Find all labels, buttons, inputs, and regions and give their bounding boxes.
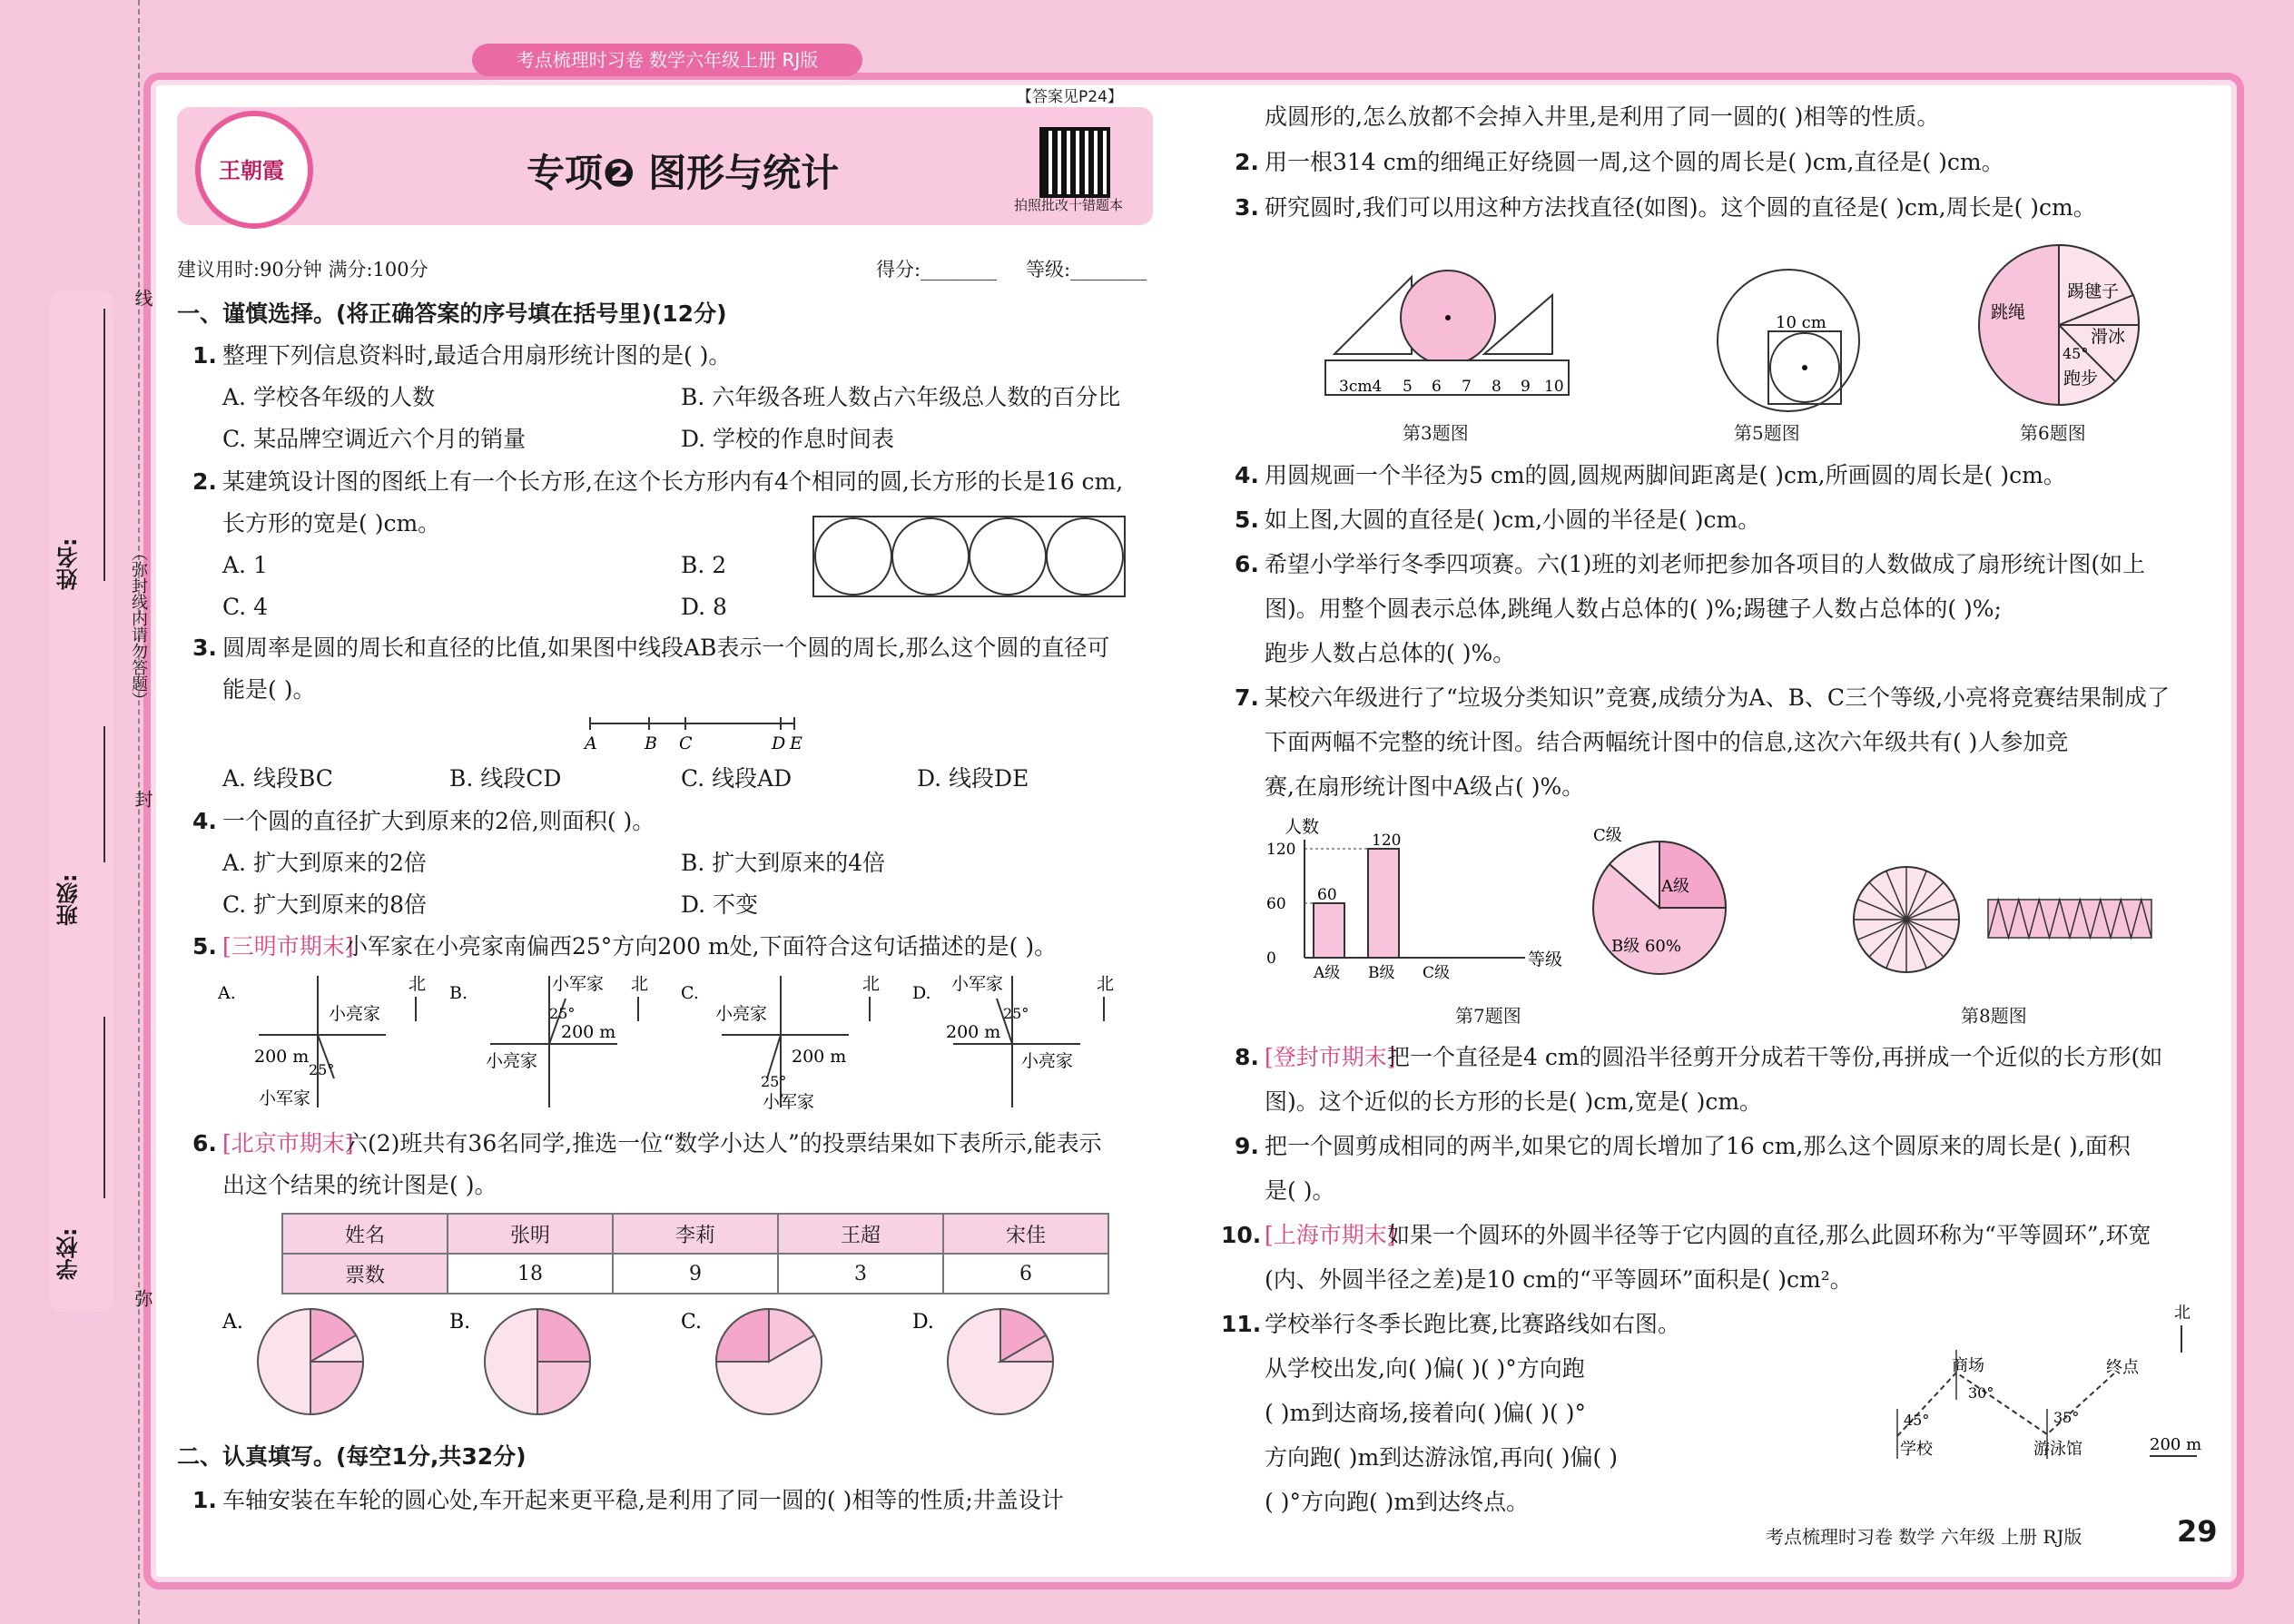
fig6-label: 45° bbox=[2063, 345, 2089, 362]
s2q7-text: 某校六年级进行了“垃圾分类知识”竞赛,成绩分为A、B、C三个等级,小亮将竞赛结果制成了 bbox=[1265, 684, 2171, 711]
map-angle-45: 45° bbox=[1904, 1412, 1930, 1429]
series-badge: 考点梳理时习卷 数学六年级上册 RJ版 bbox=[472, 44, 862, 76]
bar-y-tick: 0 bbox=[1266, 950, 1276, 968]
s2q9-text-2: 是( )。 bbox=[1265, 1177, 1335, 1204]
q5-fig-d-label: D. bbox=[912, 983, 931, 1003]
s2q5-text: 如上图,大圆的直径是( )cm,小圆的半径是( )cm。 bbox=[1265, 507, 1761, 533]
q6-opt-d[interactable]: D. bbox=[912, 1311, 934, 1334]
q2-number: 2. bbox=[192, 468, 217, 495]
q6-opt-b[interactable]: B. bbox=[449, 1311, 471, 1334]
bar-category-label: A级 bbox=[1314, 964, 1341, 982]
vote-table bbox=[281, 1213, 1109, 1294]
ruler-label: 6 bbox=[1432, 378, 1442, 396]
table-cell: 9 bbox=[613, 1254, 778, 1294]
bar-y-tick: 60 bbox=[1266, 895, 1286, 913]
q5-b-liang: 小亮家 bbox=[486, 1051, 538, 1071]
fig3-caption: 第3题图 bbox=[1403, 422, 1469, 444]
bar-data-label: 60 bbox=[1317, 886, 1337, 904]
q4-option-c[interactable]: C. 扩大到原来的8倍 bbox=[222, 891, 428, 918]
q6-text-2: 出这个结果的统计图是( )。 bbox=[222, 1172, 497, 1198]
class-label: 班级: bbox=[56, 873, 82, 926]
time-info: 建议用时:90分钟 满分:100分 bbox=[177, 259, 428, 281]
class-line bbox=[103, 726, 105, 862]
q2-option-a[interactable]: A. 1 bbox=[222, 552, 268, 578]
s2q6-text: 希望小学举行冬季四项赛。六(1)班的刘老师把参加各项目的人数做成了扇形统计图(如上 bbox=[1265, 551, 2146, 577]
q1-option-c[interactable]: C. 某品牌空调近六个月的销量 bbox=[222, 426, 527, 452]
q6-opt-c[interactable]: C. bbox=[681, 1311, 703, 1334]
pie-label-b: B级 60% bbox=[1611, 937, 1681, 956]
q11-route-map bbox=[1884, 1300, 2210, 1472]
q3-number: 3. bbox=[192, 635, 217, 661]
q6-text: 六(2)班共有36名同学,推选一位“数学小达人”的投票结果如下表所示,能表示 bbox=[345, 1130, 1102, 1156]
table-cell: 张明 bbox=[448, 1214, 613, 1254]
point-b: B bbox=[645, 733, 657, 753]
s2q11-line-2: ( )m到达商场,接着向( )偏( )( )° bbox=[1265, 1400, 1586, 1426]
q3-option-d[interactable]: D. 线段DE bbox=[917, 765, 1029, 792]
q5-d-deg: 25° bbox=[1003, 1005, 1029, 1022]
s2q10-number: 10. bbox=[1221, 1222, 1262, 1248]
table-row bbox=[282, 1254, 1108, 1294]
fig6-pie bbox=[1974, 241, 2147, 413]
bar-y-axis-label: 人数 bbox=[1285, 817, 1320, 837]
q5-c-deg: 25° bbox=[761, 1073, 787, 1090]
pie-label-a: A级 bbox=[1661, 877, 1689, 896]
point-a: A bbox=[585, 733, 597, 753]
answer-ref: 【答案见P24】 bbox=[1017, 88, 1123, 106]
qr-code-icon[interactable] bbox=[1039, 127, 1110, 198]
q1-text: 整理下列信息资料时,最适合用扇形统计图的是( )。 bbox=[222, 342, 732, 369]
s2q2-text: 用一根314 cm的细绳正好绕圆一周,这个圆的周长是( )cm,直径是( )cm。 bbox=[1265, 149, 2004, 175]
ruler-label: 3cm4 bbox=[1339, 378, 1383, 396]
ruler-label: 9 bbox=[1521, 378, 1531, 396]
q5-b-jun: 小军家 bbox=[552, 974, 605, 994]
q5-a-north: 北 bbox=[409, 974, 427, 994]
q5-fig-a-label: A. bbox=[218, 983, 236, 1003]
seal-xian: 线 bbox=[132, 289, 153, 307]
s2q8-text: 把一个直径是4 cm的圆沿半径剪开分成若干等份,再拼成一个近似的长方形(如 bbox=[1387, 1044, 2163, 1070]
fig8-circle-to-rectangle bbox=[1852, 858, 2161, 985]
s2q11-line-4: ( )°方向跑( )m到达终点。 bbox=[1265, 1489, 1530, 1515]
s2q9-text: 把一个圆剪成相同的两半,如果它的周长增加了16 cm,那么这个圆原来的周长是( ),面积 bbox=[1265, 1133, 2131, 1159]
ruler-label: 10 bbox=[1544, 378, 1564, 396]
q5-d-liang: 小亮家 bbox=[1021, 1051, 1074, 1071]
q5-b-dist: 200 m bbox=[561, 1022, 616, 1042]
map-north-label: 北 bbox=[2174, 1304, 2191, 1323]
s2q7-number: 7. bbox=[1235, 684, 1259, 711]
school-line bbox=[103, 1017, 105, 1198]
s2q8-text-2: 图)。这个近似的长方形的长是( )cm,宽是( )cm。 bbox=[1265, 1088, 1763, 1115]
q5-d-jun: 小军家 bbox=[951, 974, 1004, 994]
map-angle-35: 35° bbox=[2053, 1409, 2080, 1426]
q5-c-jun: 小军家 bbox=[763, 1092, 815, 1112]
s2q1-text-2: 成圆形的,怎么放都不会掉入井里,是利用了同一圆的( )相等的性质。 bbox=[1265, 103, 1940, 130]
table-cell: 李莉 bbox=[613, 1214, 778, 1254]
ruler-label: 8 bbox=[1492, 378, 1501, 396]
fig6-caption: 第6题图 bbox=[2020, 422, 2086, 444]
q1-option-b[interactable]: B. 六年级各班人数占六年级总人数的百分比 bbox=[681, 384, 1121, 410]
point-c: C bbox=[679, 733, 693, 753]
grade-field[interactable]: 等级:________ bbox=[1026, 259, 1147, 281]
brand-name: 王朝霞 bbox=[219, 157, 284, 183]
s2q8-source-tag: [登封市期末] bbox=[1265, 1044, 1396, 1070]
bar bbox=[1368, 849, 1399, 958]
q5-source-tag: [三明市期末] bbox=[222, 933, 354, 960]
s2q11-line-3: 方向跑( )m到达游泳馆,再向( )偏( ) bbox=[1265, 1444, 1619, 1471]
fig7-pie-chart bbox=[1584, 826, 1738, 980]
q6-pie-options bbox=[218, 1303, 1135, 1421]
table-cell: 18 bbox=[448, 1254, 613, 1294]
ruler-label: 7 bbox=[1462, 378, 1472, 396]
bar-category-label: B级 bbox=[1368, 964, 1395, 982]
s2q6-text-3: 跑步人数占总体的( )%。 bbox=[1265, 640, 1516, 666]
map-mall: 商场 bbox=[1952, 1356, 1984, 1375]
s2q7-text-2: 下面两幅不完整的统计图。结合两幅统计图中的信息,这次六年级共有( )人参加竞 bbox=[1265, 729, 2069, 755]
footer-text: 考点梳理时习卷 数学 六年级 上册 RJ版 bbox=[1766, 1526, 2082, 1548]
page-title: 专项❷ 图形与统计 bbox=[527, 151, 840, 195]
s2q11-number: 11. bbox=[1221, 1311, 1262, 1337]
name-label: 姓名: bbox=[56, 537, 82, 590]
table-cell: 3 bbox=[778, 1254, 943, 1294]
q4-option-a[interactable]: A. 扩大到原来的2倍 bbox=[222, 850, 427, 876]
table-row bbox=[282, 1214, 1108, 1254]
s2q3-text: 研究圆时,我们可以用这种方法找直径(如图)。这个圆的直径是( )cm,周长是( )cm。 bbox=[1265, 194, 2096, 221]
q3-option-b[interactable]: B. 线段CD bbox=[449, 765, 562, 792]
bar-data-label: 120 bbox=[1372, 832, 1402, 850]
point-d: D bbox=[772, 733, 786, 753]
q4-option-d[interactable]: D. 不变 bbox=[681, 891, 759, 918]
s2q5-number: 5. bbox=[1235, 507, 1259, 533]
fig3-ruler-circle bbox=[1321, 259, 1575, 413]
s2q9-number: 9. bbox=[1235, 1133, 1259, 1159]
table-cell: 王超 bbox=[778, 1214, 943, 1254]
seal-note: （弥封线内请勿答题） bbox=[129, 545, 148, 708]
q5-c-liang: 小亮家 bbox=[715, 1004, 768, 1024]
school-label: 学校: bbox=[56, 1227, 82, 1280]
fig5-label: 10 cm bbox=[1776, 313, 1826, 332]
section1-title: 一、谨慎选择。(将正确答案的序号填在括号里)(12分) bbox=[177, 300, 727, 327]
s2q2-number: 2. bbox=[1235, 149, 1259, 175]
q4-text: 一个圆的直径扩大到原来的2倍,则面积( )。 bbox=[222, 808, 655, 834]
score-field[interactable]: 得分:________ bbox=[876, 259, 998, 281]
q5-fig-b-label: B. bbox=[449, 983, 468, 1003]
fig6-label: 滑冰 bbox=[2091, 327, 2126, 347]
q5-d-dist: 200 m bbox=[946, 1022, 1001, 1042]
q2-rectangle-circles-figure bbox=[812, 516, 1126, 597]
q5-fig-c-label: C. bbox=[681, 983, 699, 1003]
section2-title: 二、认真填写。(每空1分,共32分) bbox=[177, 1443, 527, 1470]
q2-text: 某建筑设计图的图纸上有一个长方形,在这个长方形内有4个相同的圆,长方形的长是16 cm, bbox=[222, 468, 1124, 495]
s2q6-number: 6. bbox=[1235, 551, 1259, 577]
q5-c-north: 北 bbox=[862, 974, 881, 994]
s2q10-source-tag: [上海市期末] bbox=[1265, 1222, 1396, 1248]
q3-segment-figure bbox=[572, 713, 808, 753]
bar-x-axis-label: 等级 bbox=[1528, 950, 1563, 969]
bar-category-label: C级 bbox=[1423, 964, 1451, 982]
q1-option-d[interactable]: D. 学校的作息时间表 bbox=[681, 426, 895, 452]
q6-opt-a[interactable]: A. bbox=[222, 1311, 243, 1334]
table-cell: 宋佳 bbox=[943, 1214, 1108, 1254]
q5-direction-figures bbox=[218, 971, 1171, 1117]
s2q1-number: 1. bbox=[192, 1487, 217, 1513]
fig7-caption: 第7题图 bbox=[1455, 1005, 1521, 1027]
s2q10-text: 如果一个圆环的外圆半径等于它内圆的直径,那么此圆环称为“平等圆环”,环宽 bbox=[1387, 1222, 2151, 1248]
s2q4-text: 用圆规画一个半径为5 cm的圆,圆规两脚间距离是( )cm,所画圆的周长是( )cm。 bbox=[1265, 462, 2066, 488]
q5-a-jun: 小军家 bbox=[259, 1088, 311, 1108]
q2-option-c[interactable]: C. 4 bbox=[222, 594, 269, 620]
map-pool: 游泳馆 bbox=[2033, 1440, 2082, 1459]
route-line bbox=[1897, 1373, 2115, 1436]
map-angle-30: 30° bbox=[1968, 1384, 1994, 1402]
q5-b-north: 北 bbox=[631, 974, 649, 994]
seal-line bbox=[138, 0, 140, 1624]
bar bbox=[1314, 903, 1344, 958]
point-e: E bbox=[790, 733, 802, 753]
s2q7-text-3: 赛,在扇形统计图中A级占( )%。 bbox=[1265, 773, 1585, 800]
q4-option-b[interactable]: B. 扩大到原来的4倍 bbox=[681, 850, 886, 876]
s2q11-line-1: 从学校出发,向( )偏( )( )°方向跑 bbox=[1265, 1355, 1585, 1382]
q5-a-liang: 小亮家 bbox=[329, 1004, 381, 1024]
fig5-caption: 第5题图 bbox=[1734, 422, 1800, 444]
qr-caption: 拍照批改十错题本 bbox=[1014, 197, 1124, 213]
s2q3-number: 3. bbox=[1235, 194, 1259, 221]
q5-b-deg: 25° bbox=[549, 1005, 576, 1022]
ruler-label: 5 bbox=[1403, 378, 1413, 396]
fig6-label: 跳绳 bbox=[1991, 302, 2026, 322]
fig5-circle-square bbox=[1698, 268, 1888, 413]
s2q6-text-2: 图)。用整个圆表示总体,跳绳人数占总体的( )%;踢毽子人数占总体的( )%; bbox=[1265, 595, 2002, 622]
q2-text-2: 长方形的宽是( )cm。 bbox=[222, 510, 441, 536]
q2-option-d[interactable]: D. 8 bbox=[681, 594, 727, 620]
q6-source-tag: [北京市期末] bbox=[222, 1130, 354, 1156]
q5-a-dist: 200 m bbox=[254, 1047, 310, 1067]
fig6-label: 跑步 bbox=[2063, 369, 2099, 389]
q2-option-b[interactable]: B. 2 bbox=[681, 552, 727, 578]
q5-a-deg: 25° bbox=[309, 1061, 335, 1078]
s2q1-text: 车轴安装在车轮的圆心处,车开起来更平稳,是利用了同一圆的( )相等的性质;井盖设计 bbox=[222, 1487, 1064, 1513]
s2q4-number: 4. bbox=[1235, 462, 1259, 488]
q4-number: 4. bbox=[192, 808, 217, 834]
bar-y-tick: 120 bbox=[1266, 841, 1296, 859]
table-cell: 票数 bbox=[282, 1254, 448, 1294]
table-cell: 6 bbox=[943, 1254, 1108, 1294]
seal-mi: 弥 bbox=[132, 1289, 153, 1307]
q3-option-c[interactable]: C. 线段AD bbox=[681, 765, 793, 792]
map-end: 终点 bbox=[2106, 1358, 2139, 1377]
map-scale: 200 m bbox=[2150, 1435, 2202, 1454]
q3-text-2: 能是( )。 bbox=[222, 676, 316, 703]
fig8-caption: 第8题图 bbox=[1961, 1005, 2027, 1027]
page-number: 29 bbox=[2177, 1514, 2218, 1549]
pie-label-c: C级 bbox=[1593, 826, 1622, 845]
q3-option-a[interactable]: A. 线段BC bbox=[222, 765, 333, 792]
q1-number: 1. bbox=[192, 342, 217, 369]
s2q10-text-2: (内、外圆半径之差)是10 cm的“平等圆环”面积是( )cm²。 bbox=[1265, 1266, 1853, 1293]
fig7-bar-chart bbox=[1248, 812, 1575, 994]
fig6-label: 踢毽子 bbox=[2067, 281, 2120, 301]
q5-c-dist: 200 m bbox=[792, 1047, 847, 1067]
q6-number: 6. bbox=[192, 1130, 217, 1156]
map-school: 学校 bbox=[1900, 1440, 1933, 1459]
q5-d-north: 北 bbox=[1097, 974, 1115, 994]
s2q11-text: 学校举行冬季长跑比赛,比赛路线如右图。 bbox=[1265, 1311, 1680, 1337]
q3-text: 圆周率是圆的周长和直径的比值,如果图中线段AB表示一个圆的周长,那么这个圆的直径可 bbox=[222, 635, 1110, 661]
seal-feng: 封 bbox=[132, 790, 153, 808]
q5-text: 小军家在小亮家南偏西25°方向200 m处,下面符合这句话描述的是( )。 bbox=[345, 933, 1058, 960]
q5-number: 5. bbox=[192, 933, 217, 960]
s2q8-number: 8. bbox=[1235, 1044, 1259, 1070]
q1-option-a[interactable]: A. 学校各年级的人数 bbox=[222, 384, 435, 410]
table-cell: 姓名 bbox=[282, 1214, 448, 1254]
name-line bbox=[103, 309, 105, 581]
